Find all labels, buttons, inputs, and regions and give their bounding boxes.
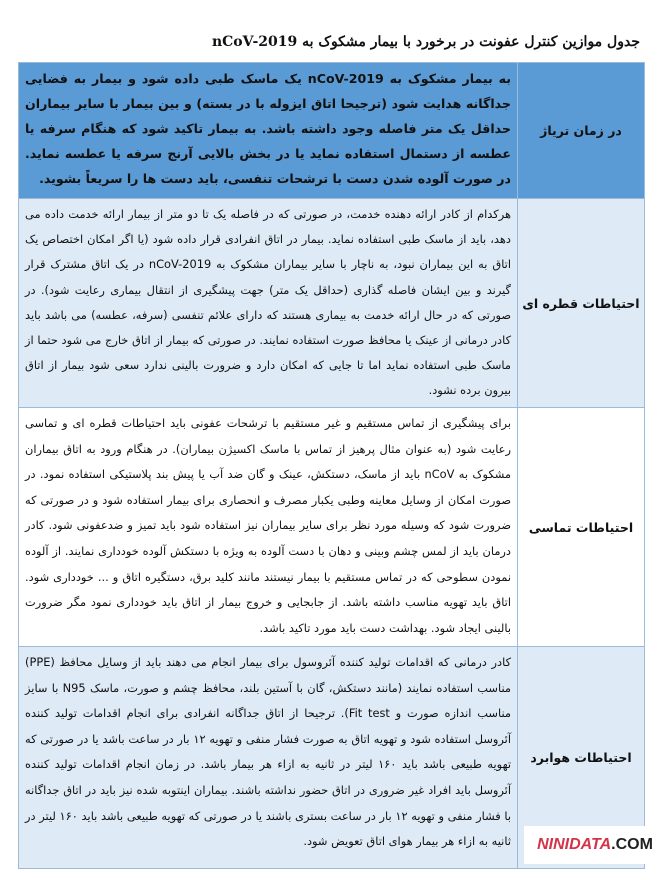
infection-control-table	[18, 62, 645, 869]
row-text-droplet: هرکدام از کادر ارائه دهنده خدمت، در صورتی که در فاصله یک تا دو متر از بیمار ارائه خدمت داده می دهد، باید از ماسک طبی استفاده نماید. بیمار در اتاق انفرادی قرار داده شود (یا اگر امکان اختصاص یک اتاق به این بیماران نبود، به ناچار با سایر بیماران مشکوک به nCoV-2019 در یک اتاق مشترک قرار گیرند و بین ایشان فاصله گذاری (حداقل یک متر) جهت پیشگیری از انتقال بیماری رعایت شود). در صورتی که در حال ارائه خدمت به بیماری هستند که دارای علائم تنفسی (سرفه، عطسه) می باشد باید کادر درمانی از عینک یا محافظ صورت استفاده نمایند. در صورتی که بیمار از اتاق خارج می شود حتما از ماسک طبی استفاده نماید اما تا جایی که امکان دارد و ضرورت بالینی ندارد سعی شود بیمار از اتاق بیرون برده نشود.	[19, 199, 518, 408]
page-title: جدول موازین کنترل عفونت در برخورد با بیمار مشکوک به nCoV-2019	[211, 34, 640, 50]
table-row-contact	[19, 408, 645, 647]
row-text-contact: برای پیشگیری از تماس مستقیم و غیر مستقیم با ترشحات عفونی باید احتیاطات قطره ای و تماسی رعایت شود (به عنوان مثال پرهیز از تماس با ماسک اکسیژن بیماران). در هنگام ورود به اتاق بیماران مشکوک به nCoV باید از ماسک، دستکش، عینک و گان ضد آب یا پیش بند پلاستیکی استفاده نمود. در صورت امکان از وسایل معاینه وطبی یکبار مصرف و انحصاری برای بیمار استفاده شود و در صورتی که ضرورت شود که وسیله مورد نظر برای سایر بیماران نیز استفاده شود باید تمیز و ضدعفونی شود. کادر درمان باید از لمس چشم وبینی و دهان با دست آلوده به ویژه با دستکش آلوده خودداری نمایند. از آلوده نمودن سطوحی که در تماس مستقیم با بیمار نیستند مانند کلید برق، دستگیره اتاق و ... خودداری شود. اتاق باید تهویه مناسب داشته باشد. از جابجایی و خروج بیمار از اتاق باید خودداری نمود مگر ضرورت بالینی ایجاد شود. بهداشت دست باید مورد تاکید باشد.	[19, 408, 518, 647]
row-label-droplet: احتیاطات قطره ای	[518, 199, 645, 408]
row-label-contact: احتیاطات تماسی	[518, 408, 645, 647]
row-label-triage: در زمان تریاژ	[518, 63, 645, 199]
row-text-triage: به بیمار مشکوک به nCoV-2019 یک ماسک طبی داده شود و بیمار به فضایی جداگانه هدایت شود (ترجیحا اتاق ایزوله با در بسته) و بین بیمار با سایر بیماران حداقل یک متر فاصله وجود داشته باشد. به بیمار تاکید شود که هنگام سرفه یا عطسه از دستمال استفاده نماید یا در بخش بالایی آرنج سرفه یا عطسه نماید. در صورت آلوده شدن دست با ترشحات تنفسی، باید دست ها را سریعاً بشوید.	[19, 63, 518, 199]
row-label-airborne: احتیاطات هوابرد	[518, 647, 645, 869]
table-row-droplet	[19, 199, 645, 408]
watermark-tld: .COM	[611, 836, 653, 853]
watermark-logo	[524, 826, 666, 864]
row-text-airborne: کادر درمانی که اقدامات تولید کننده آئروسول برای بیمار انجام می دهند باید از وسایل محافظ (PPE) مناسب استفاده نمایند (مانند دستکش، گان با آستین بلند، محافظ چشم و صورت، ماسک N95 با سایز مناسب اندازه صورت و Fit test). ترجیحا از اتاق جداگانه انفرادی برای انجام اقدامات تولید کننده آئروسل استفاده شود و تهویه اتاق به صورت فشار منفی و تهویه ۱۲ بار در ساعت باشد یا در صورتی که تهویه طبیعی باشد باید ۱۶۰ لیتر در ثانیه به ازاء هر بیمار باشد. در زمان انجام اقدامات تولید کننده آئروسل باید افراد غیر ضروری در اتاق حضور نداشته باشند. بیماران اینتوبه شده نیز باید در اتاق جداگانه با فشار منفی و تهویه ۱۲ بار در ساعت بستری باشند یا در صورتی که تهویه طبیعی باشد باید ۱۶۰ لیتر در ثانیه به ازاء هر بیمار هوای اتاق تعویض شود.	[19, 647, 518, 869]
watermark-brand: NINIDATA	[537, 836, 612, 853]
table-row-triage	[19, 63, 645, 199]
